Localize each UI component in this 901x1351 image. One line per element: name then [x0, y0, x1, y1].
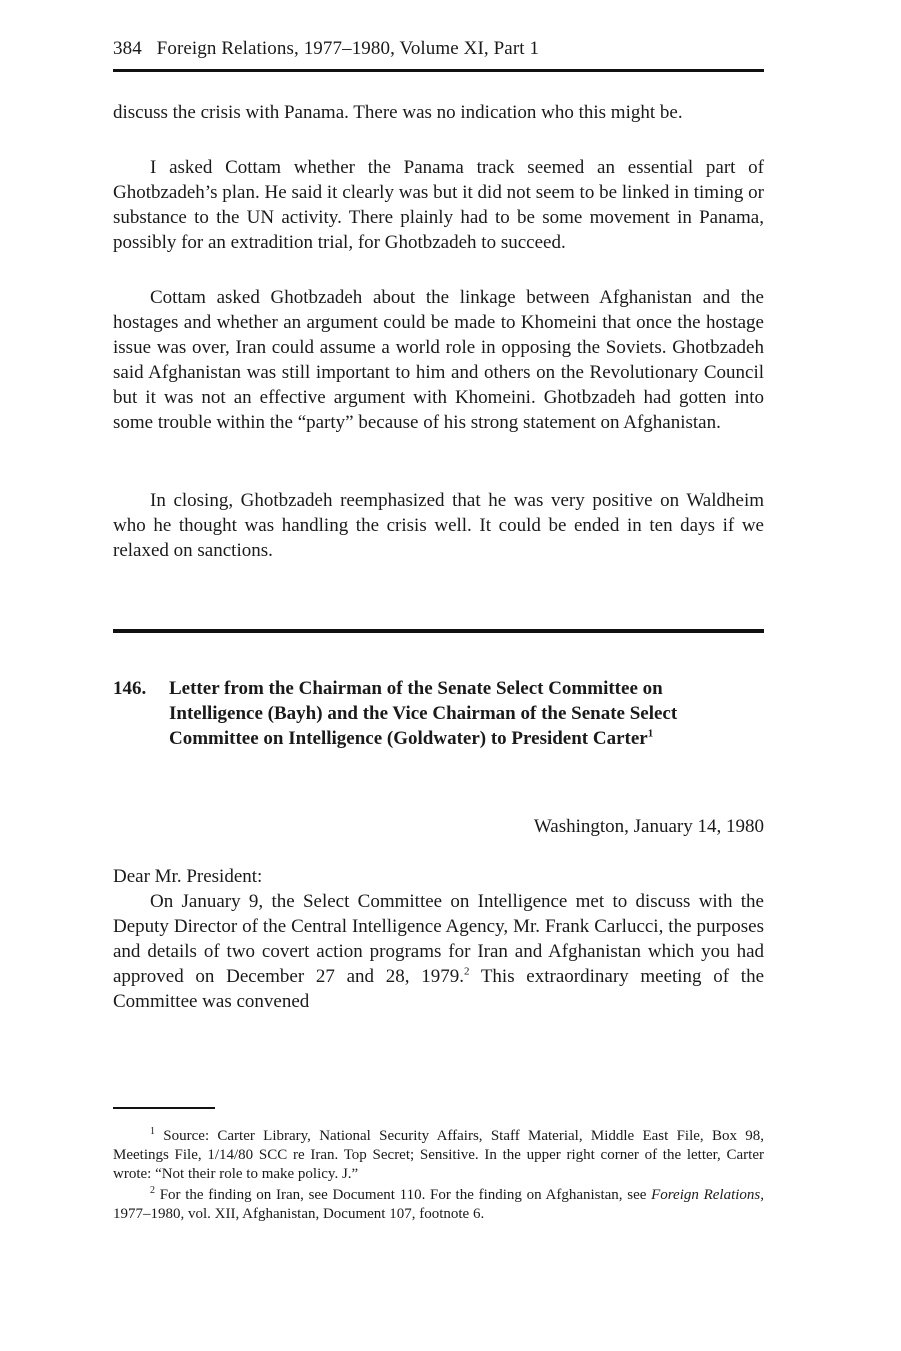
document-heading: [113, 676, 764, 751]
paragraph: I asked Cottam whether the Panama track seemed an essential part of Ghotbzadeh’s plan. He said it clearly was but it did not seem to be linked in timing or substance to the UN activity. There plainly had to be some movement in Panama, possibly for an extradition trial, for Ghotbzadeh to succeed.: [113, 157, 764, 253]
page-number: 384: [113, 38, 142, 59]
footnote-text: For the finding on Iran, see Document 110. For the finding on Afghanistan, see: [155, 1187, 652, 1203]
running-head-title: Foreign Relations, 1977–1980, Volume XI, Part 1: [156, 38, 540, 59]
paragraph: Cottam asked Ghotbzadeh about the linkage between Afghanistan and the hostages and whether an argument could be made to Khomeini that once the hostage issue was over, Iran could assume a world role in opposing the Soviets. Ghotbzadeh said Afghanistan was still important to him and others on the Revolutionary Council but it was not an effective argument with Khomeini. Ghotbzadeh had gotten into some trouble within the “party” because of his strong statement on Afghanistan.: [113, 287, 764, 433]
footnote-ref[interactable]: 2: [463, 965, 470, 978]
footnote-rule: [113, 1107, 215, 1109]
footnote-marker: 1: [150, 1126, 155, 1137]
paragraph-continued: discuss the crisis with Panama. There was no indication who this might be.: [113, 102, 683, 123]
salutation: Dear Mr. President:: [113, 866, 263, 887]
document-number: 146.: [113, 678, 147, 699]
footnote-marker: 2: [150, 1185, 155, 1196]
footnote-text: 1977–1980, vol. XII, Afghanistan, Document 107, footnote 6.: [113, 1206, 485, 1222]
running-head: [113, 38, 539, 60]
letter-text: This extraordinary meeting of the Committee was convened: [113, 966, 765, 1012]
dateline: Washington, January 14, 1980: [533, 816, 764, 837]
letter-paragraph: [113, 889, 764, 1014]
document-title-text: Letter from the Chairman of the Senate Select Committee on Intelligence (Bayh) and the Vice Chairman of the Senate Select Committee on Intelligence (Goldwater) to President Carter: [169, 678, 678, 749]
header-rule: [113, 69, 764, 72]
document-title: [169, 676, 729, 751]
paragraph: In closing, Ghotbzadeh reemphasized that he was very positive on Waldheim who he thought was handling the crisis well. It could be ended in ten days if we relaxed on sanctions.: [113, 490, 764, 561]
footnote-italic-title: Foreign Relations,: [651, 1187, 764, 1203]
footnote-2: [113, 1186, 764, 1224]
footnote-text: Source: Carter Library, National Security Affairs, Staff Material, Middle East File, Box 98, Meetings File, 1/14/80 SCC re Iran. Top Secret; Sensitive. In the upper right corner of the letter, Carter wrote: “Not their role to make policy. J.”: [113, 1128, 764, 1182]
letter-text: On January 9, the Select Committee on Intelligence met to discuss with the Deputy Director of the Central Intelligence Agency, Mr. Frank Carlucci, the purposes and details of two covert action programs for Iran and Afghanistan which you had approved on December 27 and 28, 1979.: [113, 891, 764, 987]
footnote-ref[interactable]: 1: [647, 727, 654, 740]
footnote-1: [113, 1127, 764, 1184]
section-divider: [113, 629, 764, 633]
